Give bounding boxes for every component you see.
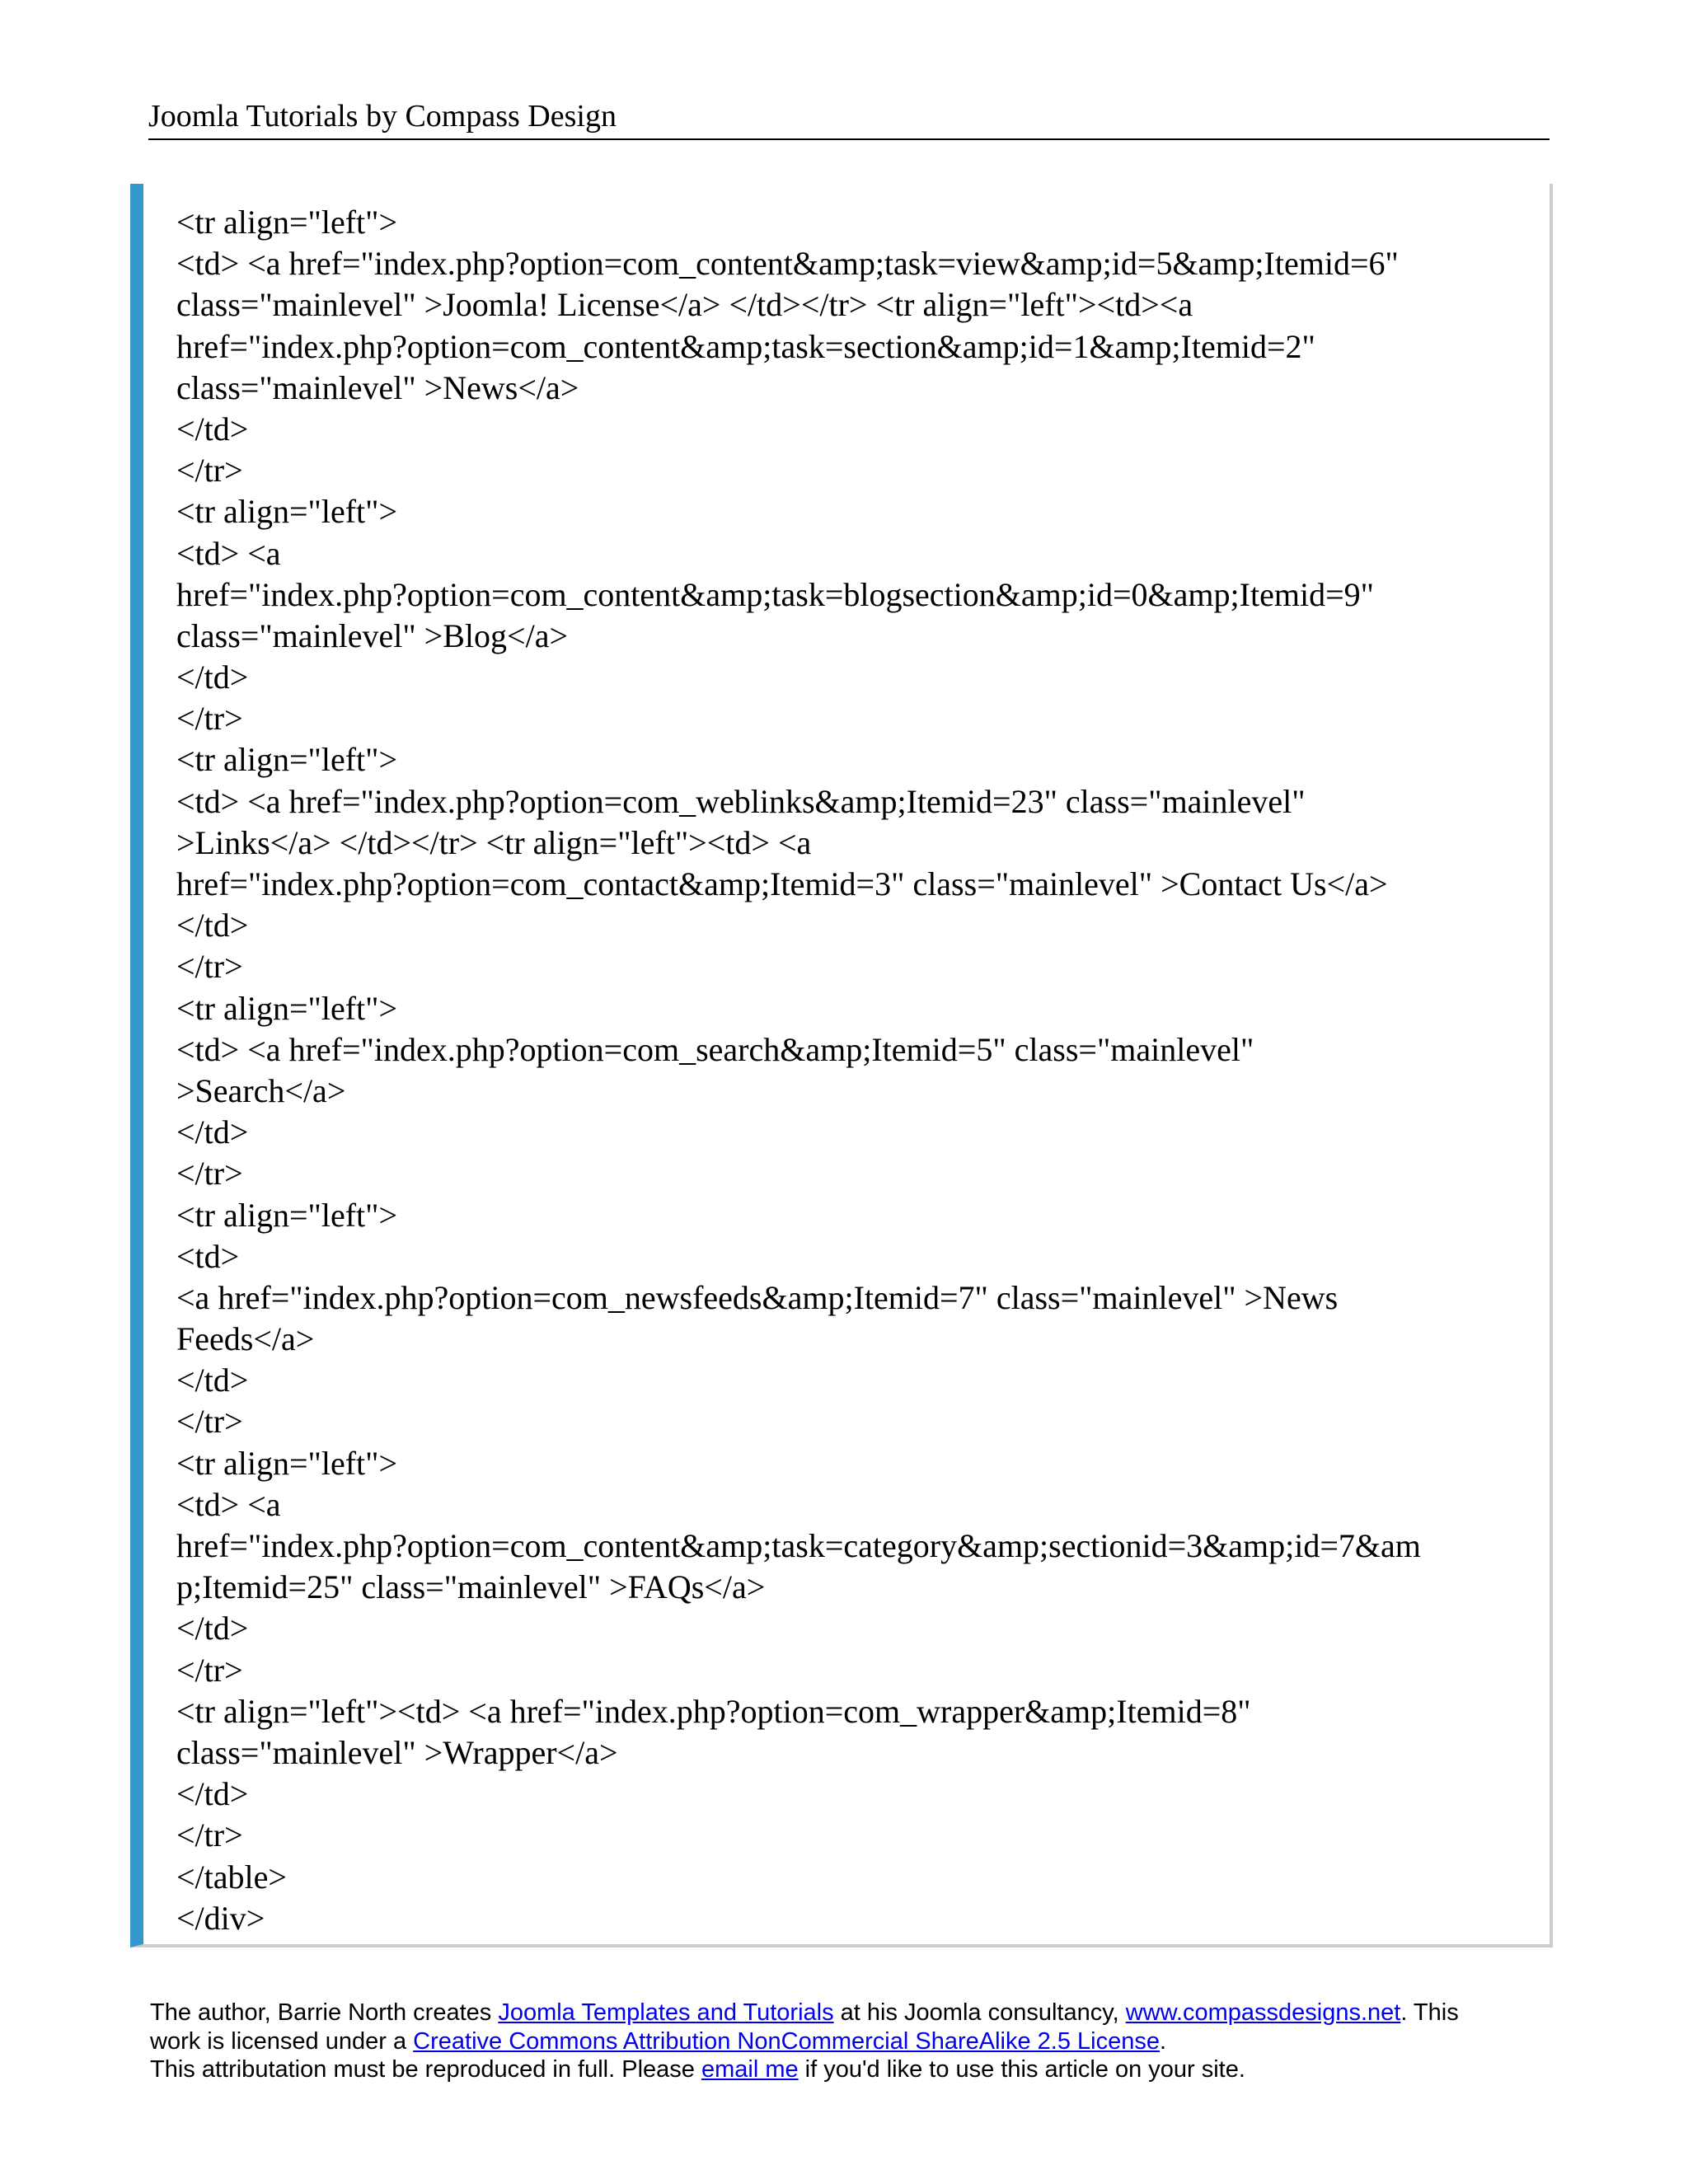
templates-tutorials-link[interactable]: Joomla Templates and Tutorials xyxy=(498,1999,834,2026)
code-line: <tr align="left"> xyxy=(176,741,398,779)
footer-line-3 xyxy=(150,2055,1551,2084)
code-line: <tr align="left"> xyxy=(176,989,398,1027)
code-line: <td> <a xyxy=(176,534,281,572)
attribution-footer xyxy=(150,1999,1551,2084)
code-line: <td> <a href="index.php?option=com_search&amp;Itemid=5" class="mainlevel" xyxy=(176,1030,1254,1068)
code-line: </tr> xyxy=(176,700,243,738)
code-line: href="index.php?option=com_contact&amp;Itemid=3" class="mainlevel" >Contact Us</a> xyxy=(176,865,1388,902)
page-title: Joomla Tutorials by Compass Design xyxy=(148,99,617,134)
footer-text: . xyxy=(1160,2027,1167,2055)
code-line: <td> xyxy=(176,1237,240,1275)
code-line: </tr> xyxy=(176,948,243,986)
compassdesigns-link[interactable]: www.compassdesigns.net xyxy=(1125,1999,1401,2026)
code-line: </tr> xyxy=(176,1403,243,1441)
code-line: >Links</a> </td></tr> <tr align="left"><td> <a xyxy=(176,823,812,861)
code-line: </td> xyxy=(176,658,249,696)
footer-text: work is licensed under a xyxy=(150,2027,414,2055)
code-line: >Search</a> xyxy=(176,1071,346,1109)
code-line: </td> xyxy=(176,907,249,944)
footer-text: . This xyxy=(1400,1999,1459,2026)
email-link[interactable]: email me xyxy=(701,2056,799,2083)
code-line: <tr align="left"> xyxy=(176,204,398,241)
page-header xyxy=(148,97,1550,140)
code-line: </tr> xyxy=(176,1651,243,1689)
code-line: <td> <a xyxy=(176,1485,281,1523)
code-line: </td> xyxy=(176,1775,249,1813)
code-line: href="index.php?option=com_content&amp;task=section&amp;id=1&amp;Itemid=2" xyxy=(176,327,1315,365)
code-line: class="mainlevel" >Joomla! License</a> </td></tr> <tr align="left"><td><a xyxy=(176,286,1193,324)
code-line: </tr> xyxy=(176,1155,243,1193)
footer-text: if you'd like to use this article on your site. xyxy=(798,2056,1245,2083)
footer-line-2 xyxy=(150,2027,1551,2056)
code-line: href="index.php?option=com_content&amp;task=blogsection&amp;id=0&amp;Itemid=9" xyxy=(176,575,1374,613)
code-line: </td> xyxy=(176,1113,249,1151)
code-line: Feeds</a> xyxy=(176,1320,315,1358)
code-line: <tr align="left"> xyxy=(176,1444,398,1482)
code-line: <tr align="left"> xyxy=(176,1196,398,1234)
code-line: class="mainlevel" >Wrapper</a> xyxy=(176,1733,618,1771)
code-line: <td> <a href="index.php?option=com_weblinks&amp;Itemid=23" class="mainlevel" xyxy=(176,782,1306,820)
code-block xyxy=(130,184,1553,1947)
license-link[interactable]: Creative Commons Attribution NonCommercial ShareAlike 2.5 License xyxy=(413,2027,1160,2055)
code-lines xyxy=(176,202,1421,1939)
code-line: class="mainlevel" >News</a> xyxy=(176,368,579,406)
code-line: </td> xyxy=(176,410,249,448)
code-line: <tr align="left"> xyxy=(176,493,398,531)
footer-text: at his Joomla consultancy, xyxy=(833,1999,1126,2026)
code-line: <a href="index.php?option=com_newsfeeds&amp;Itemid=7" class="mainlevel" >News xyxy=(176,1278,1339,1316)
code-line: class="mainlevel" >Blog</a> xyxy=(176,616,569,654)
code-line: href="index.php?option=com_content&amp;task=category&amp;sectionid=3&amp;id=7&am xyxy=(176,1527,1421,1564)
code-line: </tr> xyxy=(176,452,243,490)
code-line: p;Itemid=25" class="mainlevel" >FAQs</a> xyxy=(176,1568,766,1606)
code-line: </table> xyxy=(176,1858,287,1896)
code-line: </td> xyxy=(176,1361,249,1399)
footer-text: This attributation must be reproduced in full. Please xyxy=(150,2056,701,2083)
code-line: </div> xyxy=(176,1899,265,1937)
code-line: </tr> xyxy=(176,1816,243,1854)
code-line: <tr align="left"><td> <a href="index.php?option=com_wrapper&amp;Itemid=8" xyxy=(176,1692,1251,1730)
footer-line-1 xyxy=(150,1999,1551,2027)
code-line: </td> xyxy=(176,1610,249,1647)
footer-text: The author, Barrie North creates xyxy=(150,1999,499,2026)
code-line: <td> <a href="index.php?option=com_content&amp;task=view&amp;id=5&amp;Itemid=6" xyxy=(176,245,1399,283)
